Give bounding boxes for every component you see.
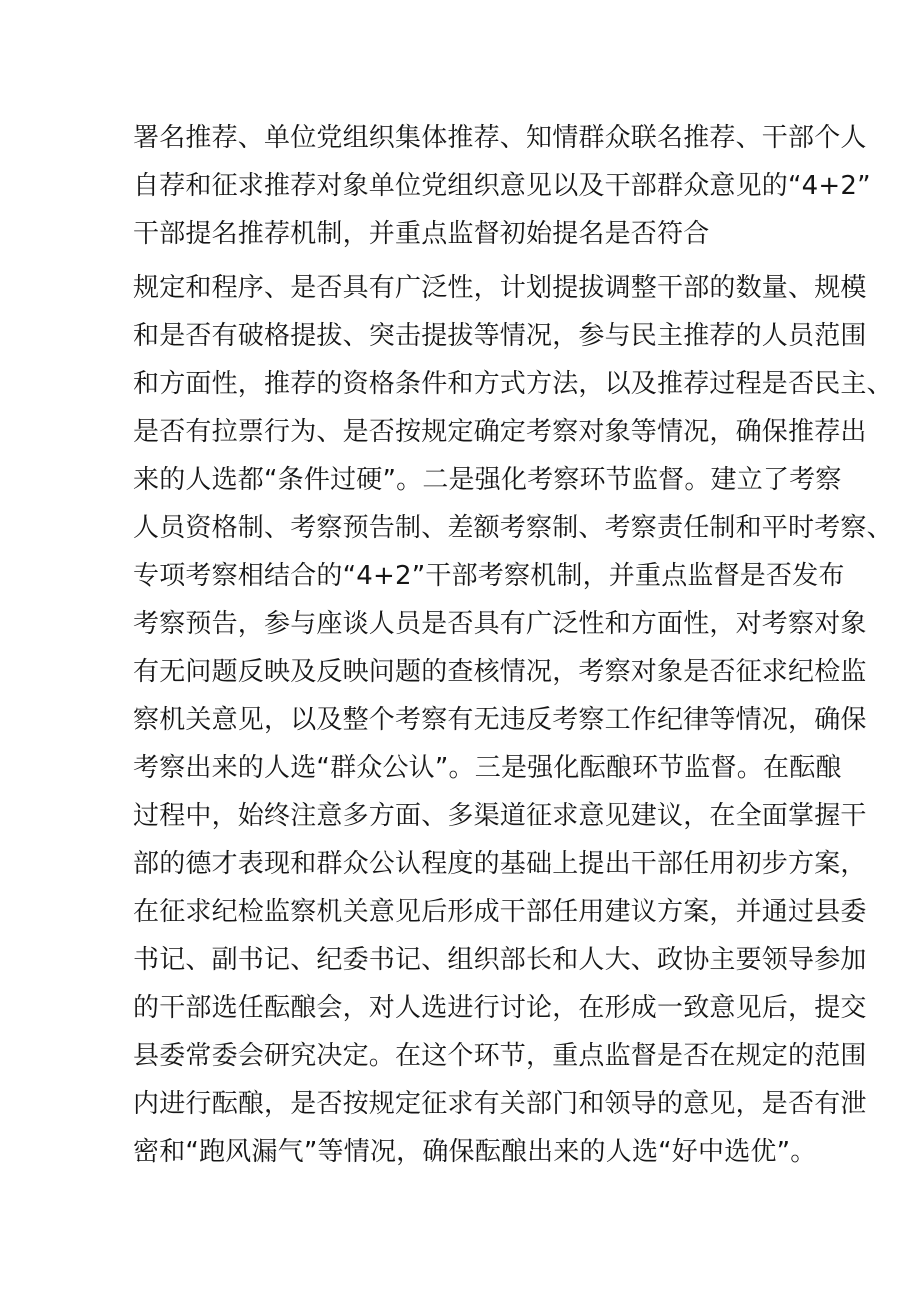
text-line: 部的德才表现和群众公认程度的基础上提出干部任用初步方案， [133, 849, 867, 879]
text-line: 的干部选任酝酿会，对人选进行讨论，在形成一致意见后，提交 [133, 993, 867, 1023]
text-line: 专项考察相结合的“4+2”干部考察机制，并重点监督是否发布 [133, 561, 845, 591]
text-line: 察机关意见，以及整个考察有无违反考察工作纪律等情况，确保 [133, 705, 867, 735]
text-line: 和方面性，推荐的资格条件和方式方法，以及推荐过程是否民主、 [133, 369, 893, 399]
text-line: 自荐和征求推荐对象单位党组织意见以及干部群众意见的“4+2” [133, 171, 871, 201]
text-line: 考察出来的人选“群众公认”。三是强化酝酿环节监督。在酝酿 [133, 753, 842, 783]
text-line: 署名推荐、单位党组织集体推荐、知情群众联名推荐、干部个人 [133, 123, 867, 153]
text-line: 是否有拉票行为、是否按规定确定考察对象等情况，确保推荐出 [133, 417, 867, 447]
text-line: 人员资格制、考察预告制、差额考察制、考察责任制和平时考察、 [133, 513, 893, 543]
text-line: 考察预告，参与座谈人员是否具有广泛性和方面性，对考察对象 [133, 609, 867, 639]
text-line: 书记、副书记、纪委书记、组织部长和人大、政协主要领导参加 [133, 945, 867, 975]
text-line: 来的人选都“条件过硬”。二是强化考察环节监督。建立了考察 [133, 465, 842, 495]
text-line: 过程中，始终注意多方面、多渠道征求意见建议，在全面掌握干 [133, 801, 867, 831]
paragraph-1 [133, 114, 871, 258]
paragraph-2 [133, 264, 893, 1176]
text-line: 干部提名推荐机制，并重点监督初始提名是否符合 [133, 219, 710, 249]
text-line: 有无问题反映及反映问题的查核情况，考察对象是否征求纪检监 [133, 657, 867, 687]
text-line: 规定和程序、是否具有广泛性，计划提拔调整干部的数量、规模 [133, 273, 867, 303]
text-line: 在征求纪检监察机关意见后形成干部任用建议方案，并通过县委 [133, 897, 867, 927]
text-line: 和是否有破格提拔、突击提拔等情况，参与民主推荐的人员范围 [133, 321, 867, 351]
text-line: 内进行酝酿，是否按规定征求有关部门和领导的意见，是否有泄 [133, 1089, 867, 1119]
text-line: 密和“跑风漏气”等情况，确保酝酿出来的人选“好中选优”。 [133, 1137, 817, 1167]
text-line: 县委常委会研究决定。在这个环节，重点监督是否在规定的范围 [133, 1041, 867, 1071]
